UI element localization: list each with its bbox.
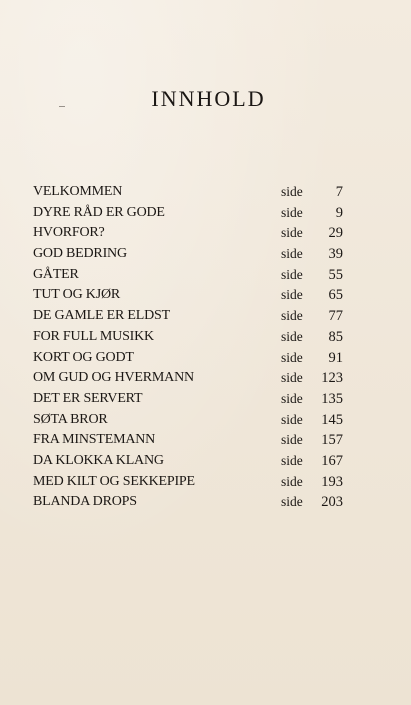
toc-entry-page-number: 145	[321, 411, 343, 428]
toc-entry-side-label: side	[281, 287, 303, 303]
toc-entry-page-number: 39	[328, 246, 343, 263]
toc-entry-page-number: 29	[328, 225, 343, 242]
toc-entry	[33, 306, 343, 327]
page-title: INNHOLD	[151, 86, 266, 111]
toc-entry-title: DET ER SERVERT	[33, 390, 143, 406]
toc-entry	[33, 285, 343, 306]
toc-entry-page-number: 123	[321, 370, 343, 387]
toc-entry	[33, 244, 343, 265]
toc-entry-page-number: 193	[321, 473, 343, 490]
toc-entry-title: OM GUD OG HVERMANN	[33, 370, 194, 386]
toc-entry	[33, 265, 343, 286]
toc-entry	[33, 348, 343, 369]
toc-entry	[33, 327, 343, 348]
toc-entry-page-number: 7	[335, 184, 343, 200]
toc-entry-title: HVORFOR?	[33, 225, 105, 241]
toc-entry	[33, 203, 343, 224]
toc-entry	[33, 492, 343, 513]
toc-entry-title: FOR FULL MUSIKK	[33, 328, 154, 344]
toc-entry-title: DE GAMLE ER ELDST	[33, 308, 170, 324]
toc-entry	[33, 451, 343, 472]
toc-entry-title: DYRE RÅD ER GODE	[33, 204, 165, 220]
toc-entry	[33, 223, 343, 244]
toc-entry-title: KORT OG GODT	[33, 349, 134, 365]
toc-entry-side-label: side	[281, 432, 303, 448]
toc-entry	[33, 389, 343, 410]
toc-entry-side-label: side	[281, 184, 303, 199]
toc-entry-side-label: side	[281, 452, 303, 468]
table-of-contents	[33, 182, 343, 513]
toc-entry	[33, 430, 343, 451]
toc-entry-title: TUT OG KJØR	[33, 287, 120, 303]
toc-entry-title: GOD BEDRING	[33, 246, 127, 262]
toc-entry-side-label: side	[281, 246, 303, 262]
toc-entry-page-number: 167	[321, 452, 343, 469]
toc-entry-page-number: 135	[321, 390, 343, 407]
toc-entry	[33, 182, 343, 203]
toc-entry-title: DA KLOKKA KLANG	[33, 452, 164, 468]
toc-entry-side-label: side	[281, 266, 303, 282]
toc-entry-title: BLANDA DROPS	[33, 494, 137, 510]
toc-entry	[33, 472, 343, 493]
toc-entry-title: MED KILT OG SEKKEPIPE	[33, 473, 195, 489]
toc-entry-side-label: side	[281, 390, 303, 406]
toc-entry-title: GÅTER	[33, 266, 79, 282]
toc-entry-page-number: 91	[328, 349, 343, 366]
toc-entry-page-number: 65	[328, 287, 343, 304]
toc-entry-side-label: side	[281, 308, 303, 324]
toc-entry-side-label: side	[281, 204, 303, 220]
toc-entry	[33, 368, 343, 389]
toc-entry-side-label: side	[281, 411, 303, 427]
toc-entry-side-label: side	[281, 494, 303, 510]
toc-entry-page-number: 77	[328, 308, 343, 325]
toc-entry-side-label: side	[281, 370, 303, 386]
toc-entry	[33, 410, 343, 431]
toc-entry-side-label: side	[281, 225, 303, 241]
toc-entry-page-number: 55	[328, 266, 343, 283]
toc-entry-title: FRA MINSTEMANN	[33, 432, 156, 448]
toc-entry-side-label: side	[281, 328, 303, 344]
toc-entry-page-number: 203	[321, 494, 343, 511]
toc-entry-side-label: side	[281, 473, 303, 489]
toc-entry-page-number: 9	[335, 204, 343, 221]
toc-entry-page-number: 157	[321, 432, 343, 449]
toc-entry-title: VELKOMMEN	[33, 184, 123, 199]
toc-entry-page-number: 85	[328, 328, 343, 345]
toc-entry-title: SØTA BROR	[33, 411, 108, 427]
toc-entry-side-label: side	[281, 349, 303, 365]
